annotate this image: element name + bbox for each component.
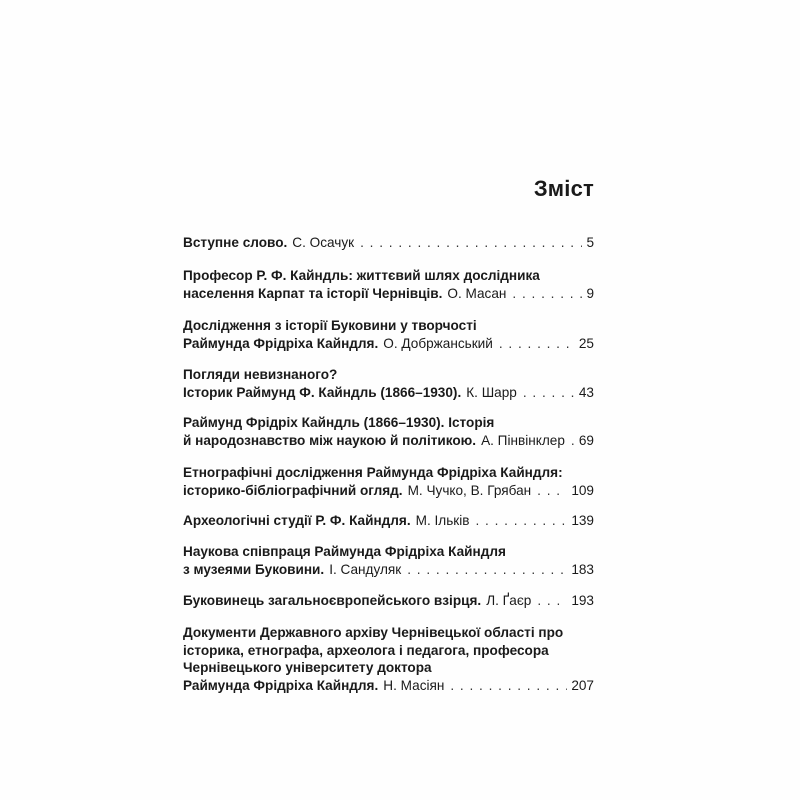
- toc-entry-last-line: [183, 234, 594, 252]
- toc-entry: [183, 624, 594, 694]
- toc-entry: [183, 267, 594, 302]
- entry-author: К. Шарр: [466, 384, 517, 400]
- entry-title-line: Раймунд Фрідріх Кайндль (1866–1930). Історія: [183, 415, 495, 430]
- entry-author: А. Пінвінклер: [481, 432, 565, 448]
- entry-title-line: Наукова співпраця Раймунда Фрідріха Кайндля: [183, 544, 506, 559]
- page-number: 193: [571, 593, 594, 608]
- toc-heading: Зміст: [533, 176, 594, 201]
- entry-author: Л. Ґаєр: [486, 593, 532, 608]
- toc-entry-last-line: [183, 512, 594, 530]
- toc-entry-last-line: [183, 592, 594, 610]
- toc-entry: [183, 234, 594, 252]
- dot-leader: [499, 335, 575, 353]
- entry-title: Історик Раймунд Ф. Кайндль (1866–1930).: [183, 384, 462, 400]
- toc-entry-last-line: [183, 384, 594, 402]
- entry-author: Н. Масіян: [383, 677, 445, 693]
- entry-title: Вступне слово.: [183, 235, 288, 250]
- page-number: 109: [571, 482, 594, 498]
- toc-entry-last-line: [183, 285, 594, 303]
- entry-title: Археологічні студії Р. Ф. Кайндля.: [183, 513, 411, 528]
- entry-title-line: Чернівецького університету доктора: [183, 660, 432, 676]
- entry-title-line: Документи Державного архіву Чернівецької області про: [183, 625, 564, 640]
- page-number: 5: [586, 235, 594, 250]
- page-number: 139: [571, 513, 594, 528]
- entry-title: й народознавство між наукою й політикою.: [183, 432, 477, 448]
- entry-title-line: Професор Р. Ф. Кайндль: життєвий шлях дослідника: [183, 268, 540, 283]
- entry-title-line: історика, етнографа, археолога і педагога, професора: [183, 642, 549, 658]
- entry-title: населення Карпат та історії Чернівців.: [183, 285, 443, 301]
- page-number: 25: [578, 335, 594, 351]
- toc-entry-last-line: [183, 482, 594, 500]
- page-number: 69: [578, 432, 594, 448]
- entry-title: з музеями Буковини.: [183, 561, 325, 577]
- toc-entry-last-line: [183, 335, 594, 353]
- dot-leader: [360, 234, 582, 252]
- toc-entry-last-line: [183, 561, 594, 579]
- entry-title-line: Погляди невизнаного?: [183, 367, 338, 382]
- page-number: 43: [578, 384, 594, 400]
- entry-title: історико-бібліографічний огляд.: [183, 482, 403, 498]
- toc-entry: [183, 366, 594, 401]
- entry-title: Раймунда Фрідріха Кайндля.: [183, 335, 379, 351]
- toc-entry: [183, 543, 594, 578]
- entry-author: М. Ільків: [415, 513, 470, 528]
- toc-entry-last-line: [183, 677, 594, 695]
- dot-leader: [571, 432, 575, 450]
- entry-author: С. Осачук: [292, 235, 355, 250]
- dot-leader: [407, 561, 567, 579]
- page-number: 9: [586, 285, 594, 301]
- page-number: 183: [571, 561, 594, 577]
- dot-leader: [450, 677, 567, 695]
- dot-leader: [537, 592, 567, 610]
- toc-entry: [183, 414, 594, 449]
- dot-leader: [512, 285, 582, 303]
- entry-author: О. Добржанський: [383, 335, 493, 351]
- toc-entry-last-line: [183, 432, 594, 450]
- entry-title-line: Дослідження з історії Буковини у творчості: [183, 318, 477, 333]
- entry-author: О. Масан: [447, 285, 507, 301]
- dot-leader: [476, 512, 568, 530]
- toc-entry: [183, 592, 594, 610]
- toc-entry: [183, 512, 594, 530]
- entry-author: М. Чучко, В. Грябан: [407, 482, 532, 498]
- dot-leader: [523, 384, 575, 402]
- dot-leader: [537, 482, 567, 500]
- toc-entry: [183, 317, 594, 352]
- entry-title: Буковинець загальноєвропейського взірця.: [183, 593, 482, 608]
- page-number: 207: [571, 677, 594, 693]
- entry-author: І. Сандуляк: [329, 561, 402, 577]
- entry-title-line: Етнографічні дослідження Раймунда Фрідріха Кайндля:: [183, 465, 563, 480]
- entry-title: Раймунда Фрідріха Кайндля.: [183, 677, 379, 693]
- toc-entry: [183, 464, 594, 499]
